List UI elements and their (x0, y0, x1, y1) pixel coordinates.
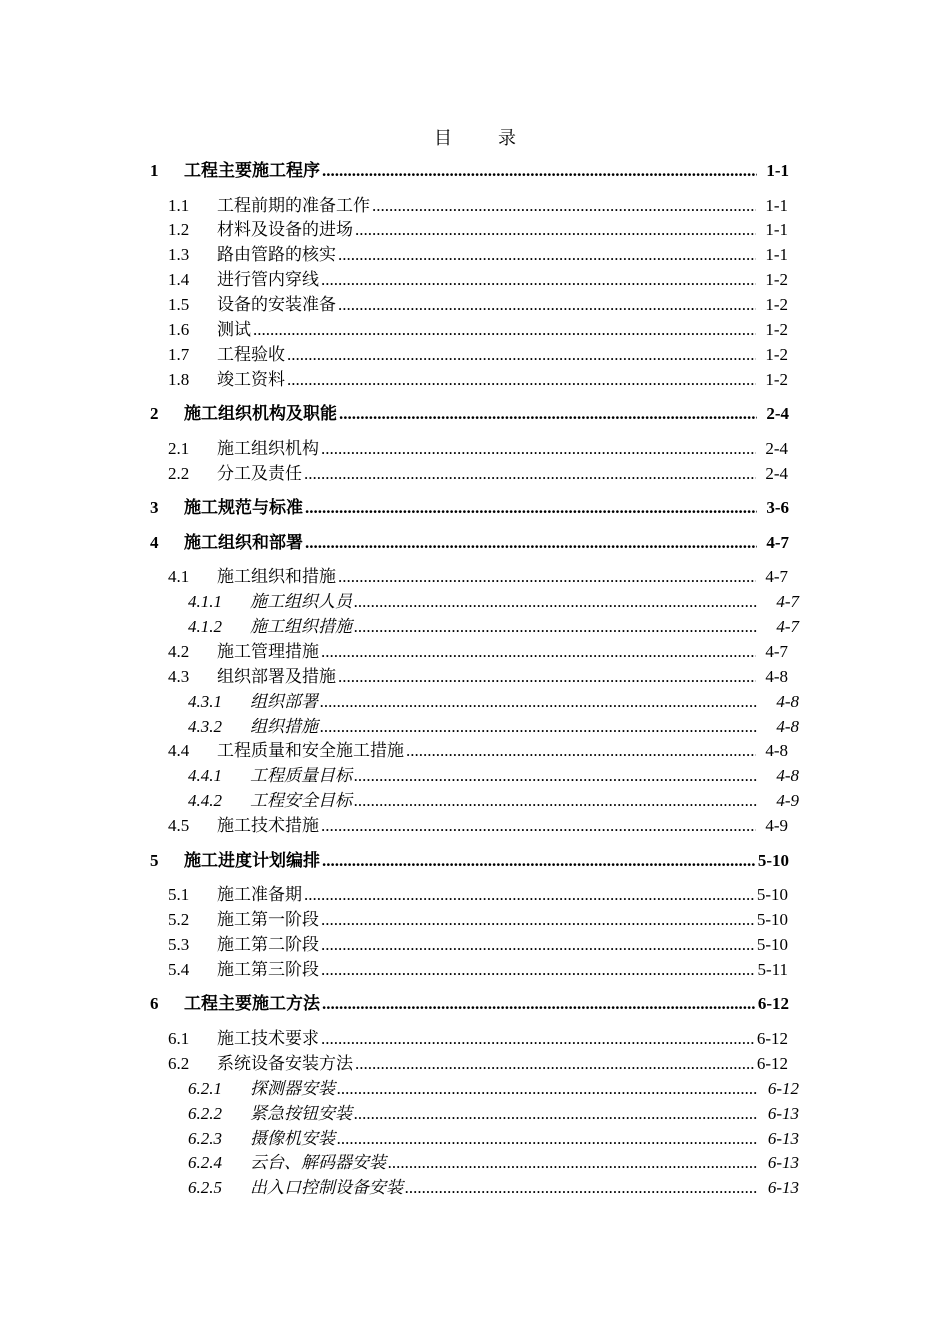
toc-entry-page: 6-13 (767, 1178, 799, 1197)
toc-leader-dots (354, 616, 757, 638)
toc-entry-number: 6.1 (168, 1029, 190, 1048)
toc-entry-4-3[interactable] (168, 666, 788, 688)
toc-entry-page: 6-12 (756, 1029, 788, 1048)
toc-entry-4-4-1[interactable] (188, 765, 799, 787)
toc-entry-number: 5.2 (168, 910, 190, 929)
toc-entry-1[interactable] (150, 160, 789, 182)
toc-entry-number: 2.1 (168, 439, 190, 458)
toc-entry-1-5[interactable] (168, 294, 788, 316)
toc-entry-label: 施工技术要求 (217, 1029, 319, 1048)
toc-entry-label: 出入口控制设备安装 (250, 1178, 403, 1197)
toc-leader-dots (321, 909, 755, 931)
toc-entry-number: 4.4.1 (188, 766, 222, 785)
toc-entry-3[interactable] (150, 497, 789, 519)
toc-leader-dots (321, 1028, 755, 1050)
toc-entry-4-4-2[interactable] (188, 790, 799, 812)
toc-leader-dots (305, 497, 757, 519)
toc-entry-1-7[interactable] (168, 344, 788, 366)
toc-entry-label: 施工规范与标准 (184, 498, 303, 517)
toc-leader-dots (355, 1053, 755, 1075)
toc-entry-6-2-1[interactable] (188, 1078, 799, 1100)
toc-entry-number: 6.2.3 (188, 1129, 222, 1148)
toc-entry-number: 1.1 (168, 196, 190, 215)
toc-entry-label: 紧急按钮安装 (250, 1104, 352, 1123)
toc-entry-label: 组织部署 (250, 692, 318, 711)
toc-leader-dots (372, 195, 756, 217)
toc-entry-label: 施工技术措施 (217, 816, 319, 835)
toc-entry-page: 6-12 (767, 1079, 799, 1098)
toc-entry-label: 工程安全目标 (250, 791, 352, 810)
toc-entry-page: 5-10 (757, 851, 789, 870)
toc-entry-5[interactable] (150, 850, 789, 872)
toc-leader-dots (354, 765, 757, 787)
toc-entry-label: 施工准备期 (217, 885, 302, 904)
toc-entry-label: 施工进度计划编排 (184, 851, 320, 870)
toc-leader-dots (339, 403, 757, 425)
toc-entry-2-2[interactable] (168, 463, 788, 485)
toc-entry-page: 1-2 (765, 370, 788, 389)
toc-entry-number: 4 (150, 533, 159, 552)
toc-entry-page: 2-4 (765, 439, 788, 458)
toc-leader-dots (321, 641, 756, 663)
toc-entry-label: 工程质量目标 (250, 766, 352, 785)
toc-entry-number: 4.3.1 (188, 692, 222, 711)
toc-leader-dots (305, 532, 757, 554)
toc-entry-number: 1.8 (168, 370, 190, 389)
toc-entry-label: 测试 (217, 320, 251, 339)
toc-leader-dots (322, 850, 756, 872)
toc-entry-label: 组织措施 (250, 717, 318, 736)
toc-entry-label: 工程前期的准备工作 (217, 196, 370, 215)
toc-entry-label: 施工组织和部署 (184, 533, 303, 552)
toc-entry-number: 1.5 (168, 295, 190, 314)
toc-entry-page: 4-7 (765, 642, 788, 661)
toc-entry-page: 1-2 (765, 270, 788, 289)
toc-leader-dots (338, 244, 756, 266)
toc-entry-number: 4.4 (168, 741, 190, 760)
toc-entry-number: 3 (150, 498, 159, 517)
toc-entry-page: 4-8 (776, 692, 799, 711)
toc-entry-number: 6.2.4 (188, 1153, 222, 1172)
toc-entry-label: 组织部署及措施 (217, 667, 336, 686)
toc-entry-6-1[interactable] (168, 1028, 788, 1050)
toc-leader-dots (321, 438, 756, 460)
toc-entry-label: 施工组织人员 (250, 592, 352, 611)
toc-entry-number: 4.1 (168, 567, 190, 586)
toc-entry-6-2-2[interactable] (188, 1103, 799, 1125)
toc-leader-dots (304, 463, 756, 485)
toc-entry-6-2[interactable] (168, 1053, 788, 1075)
toc-entry-number: 4.2 (168, 642, 190, 661)
toc-entry-number: 6.2 (168, 1054, 190, 1073)
toc-entry-page: 1-2 (765, 295, 788, 314)
toc-leader-dots (321, 934, 755, 956)
toc-entry-label: 工程主要施工方法 (184, 994, 320, 1013)
toc-entry-label: 工程主要施工程序 (184, 161, 320, 180)
toc-entry-number: 1.7 (168, 345, 190, 364)
toc-leader-dots (337, 1128, 757, 1150)
toc-entry-page: 6-13 (767, 1129, 799, 1148)
toc-entry-1-6[interactable] (168, 319, 788, 341)
toc-entry-4-3-2[interactable] (188, 716, 799, 738)
toc-leader-dots (322, 160, 757, 182)
toc-entry-6-2-3[interactable] (188, 1128, 799, 1150)
toc-entry-page: 4-7 (776, 592, 799, 611)
toc-leader-dots (287, 369, 756, 391)
toc-entry-page: 1-1 (765, 220, 788, 239)
toc-entry-number: 4.3 (168, 667, 190, 686)
toc-entry-label: 进行管内穿线 (217, 270, 319, 289)
toc-entry-label: 施工组织措施 (250, 617, 352, 636)
toc-entry-6[interactable] (150, 993, 789, 1015)
toc-entry-page: 4-8 (765, 741, 788, 760)
toc-entry-page: 4-7 (765, 567, 788, 586)
toc-entry-page: 1-1 (766, 161, 789, 180)
toc-leader-dots (354, 1103, 757, 1125)
toc-entry-4-2[interactable] (168, 641, 788, 663)
toc-leader-dots (287, 344, 756, 366)
toc-entry-1-8[interactable] (168, 369, 788, 391)
toc-entry-page: 4-9 (765, 816, 788, 835)
toc-leader-dots (321, 959, 755, 981)
toc-entry-number: 4.4.2 (188, 791, 222, 810)
toc-leader-dots (338, 566, 756, 588)
toc-leader-dots (322, 993, 756, 1015)
toc-entry-page: 6-13 (767, 1153, 799, 1172)
toc-entry-4-1-2[interactable] (188, 616, 799, 638)
toc-entry-page: 2-4 (766, 404, 789, 423)
toc-entry-page: 5-10 (756, 885, 788, 904)
toc-entry-page: 5-10 (756, 910, 788, 929)
toc-entry-label: 路由管路的核实 (217, 245, 336, 264)
toc-entry-number: 4.5 (168, 816, 190, 835)
toc-entry-label: 施工第三阶段 (217, 960, 319, 979)
toc-entry-number: 5 (150, 851, 159, 870)
toc-entry-number: 5.3 (168, 935, 190, 954)
toc-entry-number: 1.3 (168, 245, 190, 264)
toc-entry-page: 4-8 (765, 667, 788, 686)
toc-entry-label: 系统设备安装方法 (217, 1054, 353, 1073)
toc-leader-dots (337, 1078, 757, 1100)
toc-title: 目 录 (434, 128, 530, 148)
toc-entry-5-1[interactable] (168, 884, 788, 906)
toc-leader-dots (406, 740, 756, 762)
toc-entry-number: 6 (150, 994, 159, 1013)
toc-entry-number: 4.1.1 (188, 592, 222, 611)
toc-leader-dots (354, 790, 757, 812)
toc-leader-dots (338, 666, 756, 688)
toc-entry-page: 6-12 (757, 994, 789, 1013)
toc-entry-page: 4-7 (776, 617, 799, 636)
toc-entry-number: 6.2.2 (188, 1104, 222, 1123)
toc-entry-number: 2 (150, 404, 159, 423)
toc-entry-label: 施工第二阶段 (217, 935, 319, 954)
toc-entry-number: 5.1 (168, 885, 190, 904)
toc-entry-page: 6-13 (767, 1104, 799, 1123)
toc-entry-4-1-1[interactable] (188, 591, 799, 613)
toc-leader-dots (321, 815, 756, 837)
toc-entry-label: 工程验收 (217, 345, 285, 364)
toc-leader-dots (253, 319, 756, 341)
toc-entry-4-3-1[interactable] (188, 691, 799, 713)
toc-entry-page: 1-2 (765, 320, 788, 339)
toc-entry-number: 1.6 (168, 320, 190, 339)
toc-entry-label: 探测器安装 (250, 1079, 335, 1098)
toc-entry-page: 1-1 (765, 196, 788, 215)
toc-entry-page: 6-12 (756, 1054, 788, 1073)
toc-entry-page: 1-1 (765, 245, 788, 264)
toc-entry-2-1[interactable] (168, 438, 788, 460)
toc-entry-number: 2.2 (168, 464, 190, 483)
toc-entry-page: 4-7 (766, 533, 789, 552)
toc-entry-number: 6.2.5 (188, 1178, 222, 1197)
toc-entry-label: 摄像机安装 (250, 1129, 335, 1148)
toc-entry-number: 5.4 (168, 960, 190, 979)
toc-entry-6-2-4[interactable] (188, 1152, 799, 1174)
toc-leader-dots (321, 269, 756, 291)
toc-entry-6-2-5[interactable] (188, 1177, 799, 1199)
toc-leader-dots (304, 884, 755, 906)
toc-entry-label: 施工组织机构 (217, 439, 319, 458)
toc-leader-dots (354, 591, 757, 613)
toc-entry-label: 分工及责任 (217, 464, 302, 483)
toc-leader-dots (338, 294, 756, 316)
toc-entry-label: 云台、解码器安装 (250, 1153, 386, 1172)
toc-entry-number: 6.2.1 (188, 1079, 222, 1098)
toc-entry-4-1[interactable] (168, 566, 788, 588)
toc-entry-2[interactable] (150, 403, 789, 425)
toc-entry-page: 5-10 (756, 935, 788, 954)
toc-entry-page: 1-2 (765, 345, 788, 364)
toc-leader-dots (320, 716, 757, 738)
toc-entry-label: 施工管理措施 (217, 642, 319, 661)
toc-entry-number: 4.3.2 (188, 717, 222, 736)
toc-entry-label: 施工组织机构及职能 (184, 404, 337, 423)
toc-entry-page: 2-4 (765, 464, 788, 483)
toc-entry-1-1[interactable] (168, 195, 788, 217)
toc-entry-label: 竣工资料 (217, 370, 285, 389)
toc-entry-number: 1.4 (168, 270, 190, 289)
toc-entry-page: 4-8 (776, 766, 799, 785)
toc-entry-page: 4-9 (776, 791, 799, 810)
toc-entry-number: 4.1.2 (188, 617, 222, 636)
toc-entry-1-2[interactable] (168, 219, 788, 241)
toc-entry-number: 1.2 (168, 220, 190, 239)
toc-leader-dots (388, 1152, 757, 1174)
toc-entry-4-5[interactable] (168, 815, 788, 837)
toc-entry-page: 5-11 (757, 960, 788, 979)
toc-leader-dots (405, 1177, 757, 1199)
toc-entry-1-3[interactable] (168, 244, 788, 266)
toc-entry-4[interactable] (150, 532, 789, 554)
toc-entry-label: 施工组织和措施 (217, 567, 336, 586)
toc-entry-label: 施工第一阶段 (217, 910, 319, 929)
toc-leader-dots (320, 691, 757, 713)
toc-entry-label: 材料及设备的进场 (217, 220, 353, 239)
toc-entry-5-3[interactable] (168, 934, 788, 956)
toc-entry-5-4[interactable] (168, 959, 788, 981)
toc-leader-dots (355, 219, 756, 241)
toc-entry-5-2[interactable] (168, 909, 788, 931)
toc-entry-page: 3-6 (766, 498, 789, 517)
toc-entry-label: 设备的安装准备 (217, 295, 336, 314)
toc-entry-label: 工程质量和安全施工措施 (217, 741, 404, 760)
toc-entry-page: 4-8 (776, 717, 799, 736)
toc-entry-4-4[interactable] (168, 740, 788, 762)
toc-entry-1-4[interactable] (168, 269, 788, 291)
toc-entry-number: 1 (150, 161, 159, 180)
